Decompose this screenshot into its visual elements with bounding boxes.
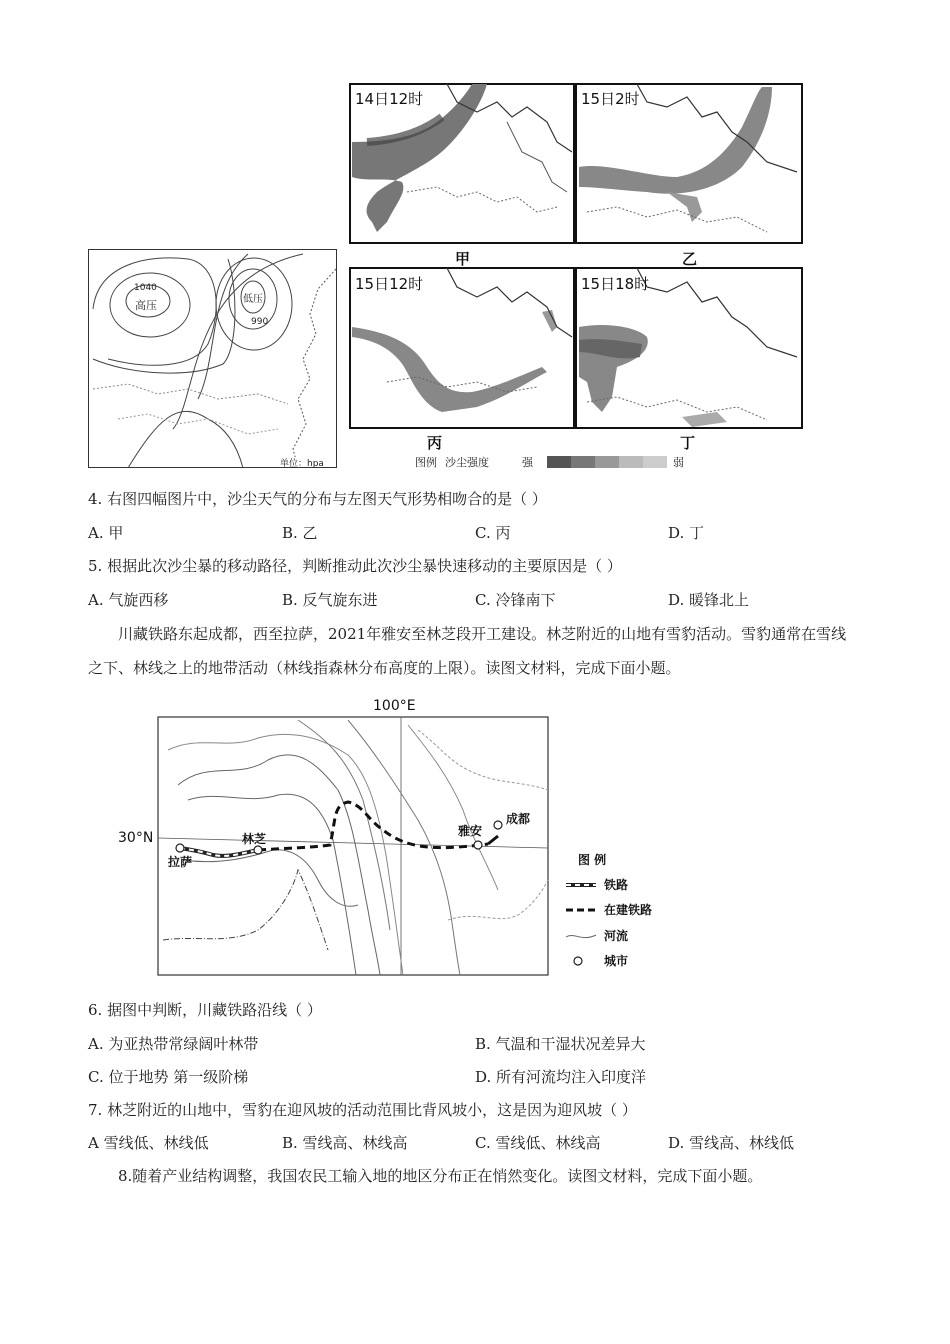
q7-option-b[interactable]: B. 雪线高、林线高 bbox=[282, 1134, 408, 1152]
q6-option-c[interactable]: C. 位于地势 第一级阶梯 bbox=[88, 1068, 249, 1086]
panel-yi-time: 15日2时 bbox=[581, 90, 640, 108]
q5-option-a[interactable]: A. 气旋西移 bbox=[88, 591, 169, 609]
city-nyingchi-marker bbox=[254, 846, 262, 854]
q5-option-c[interactable]: C. 冷锋南下 bbox=[475, 591, 556, 609]
city-lhasa-marker bbox=[176, 844, 184, 852]
city-chengdu: 成都 bbox=[506, 812, 531, 826]
passage: 川藏铁路东起成都，西至拉萨，2021年雅安至林芝段开工建设。林芝附近的山地有雪豹活动。雪豹通常在雪线之下、林线之上的地带活动（林线指森林分布高度的上限）。读图文材料，完成下面小题。 bbox=[88, 625, 847, 677]
q4-option-c[interactable]: C. 丙 bbox=[475, 524, 511, 542]
q4-option-b[interactable]: B. 乙 bbox=[282, 524, 318, 542]
unit-label: 单位：hpa bbox=[280, 459, 324, 468]
panel-yi bbox=[576, 84, 802, 268]
low-label: 低压 bbox=[243, 294, 263, 305]
q6-option-d[interactable]: D. 所有河流均注入印度洋 bbox=[475, 1068, 647, 1086]
city-lhasa: 拉萨 bbox=[168, 855, 193, 869]
railway-legend-title: 图 例 bbox=[578, 853, 607, 867]
q8-stem: 8.随着产业结构调整，我国农民工输入地的地区分布正在悄然变化。读图文材料，完成下面小题。 bbox=[118, 1167, 763, 1185]
panel-bing bbox=[350, 268, 574, 452]
panel-ding-label: 丁 bbox=[680, 434, 696, 452]
low-value: 990 bbox=[251, 317, 269, 327]
panel-jia bbox=[350, 84, 574, 268]
panel-yi-label: 乙 bbox=[682, 250, 698, 268]
q7-stem: 7. 林芝附近的山地中，雪豹在迎风坡的活动范围比背风坡小，这是因为迎风坡（ ） bbox=[88, 1101, 637, 1119]
legend-river: 河流 bbox=[604, 929, 629, 943]
q6-option-b[interactable]: B. 气温和干湿状况差异大 bbox=[475, 1035, 646, 1053]
legend-railway: 铁路 bbox=[604, 878, 629, 892]
pressure-map bbox=[88, 249, 337, 468]
dust-panels bbox=[347, 82, 807, 472]
panel-ding bbox=[576, 268, 802, 452]
panel-ding-time: 15日18时 bbox=[581, 275, 650, 293]
dust-panels-svg bbox=[347, 82, 807, 472]
lon-label: 100°E bbox=[373, 698, 416, 714]
dust-legend-weak: 弱 bbox=[673, 456, 684, 469]
city-yaan: 雅安 bbox=[458, 824, 483, 838]
q4-option-a[interactable]: A. 甲 bbox=[88, 524, 124, 542]
q7-option-a[interactable]: A 雪线低、林线低 bbox=[88, 1134, 209, 1152]
railway-legend bbox=[566, 852, 652, 968]
panel-jia-time: 14日12时 bbox=[355, 90, 424, 108]
q5-stem: 5. 根据此次沙尘暴的移动路径，判断推动此次沙尘暴快速移动的主要原因是（ ） bbox=[88, 557, 622, 575]
railway-map bbox=[118, 690, 678, 980]
high-value: 1040 bbox=[134, 283, 157, 293]
railway-map-svg bbox=[118, 690, 678, 980]
q5-option-d[interactable]: D. 暖锋北上 bbox=[668, 591, 750, 609]
dust-legend-title: 图例 bbox=[415, 456, 437, 469]
high-label: 高压 bbox=[135, 299, 157, 312]
dust-legend-name: 沙尘强度 bbox=[445, 456, 489, 469]
q6-option-a[interactable]: A. 为亚热带常绿阔叶林带 bbox=[88, 1035, 259, 1053]
q7-option-c[interactable]: C. 雪线低、林线高 bbox=[475, 1134, 601, 1152]
pressure-map-svg bbox=[88, 249, 337, 468]
q4-option-d[interactable]: D. 丁 bbox=[668, 524, 705, 542]
city-nyingchi: 林芝 bbox=[242, 832, 267, 846]
panel-bing-label: 丙 bbox=[427, 434, 443, 452]
q7-option-d[interactable]: D. 雪线高、林线低 bbox=[668, 1134, 795, 1152]
dust-legend-strong: 强 bbox=[522, 456, 533, 469]
city-chengdu-marker bbox=[494, 821, 502, 829]
panel-jia-label: 甲 bbox=[455, 250, 471, 268]
q6-stem: 6. 据图中判断，川藏铁路沿线（ ） bbox=[88, 1001, 322, 1019]
q5-option-b[interactable]: B. 反气旋东进 bbox=[282, 591, 378, 609]
panel-bing-time: 15日12时 bbox=[355, 275, 424, 293]
city-yaan-marker bbox=[474, 841, 482, 849]
lat-label: 30°N bbox=[118, 830, 154, 846]
q4-stem: 4. 右图四幅图片中，沙尘天气的分布与左图天气形势相吻合的是（ ） bbox=[88, 490, 547, 508]
legend-city: 城市 bbox=[604, 954, 629, 968]
legend-railway-construction: 在建铁路 bbox=[604, 903, 653, 917]
dust-legend bbox=[415, 455, 684, 469]
